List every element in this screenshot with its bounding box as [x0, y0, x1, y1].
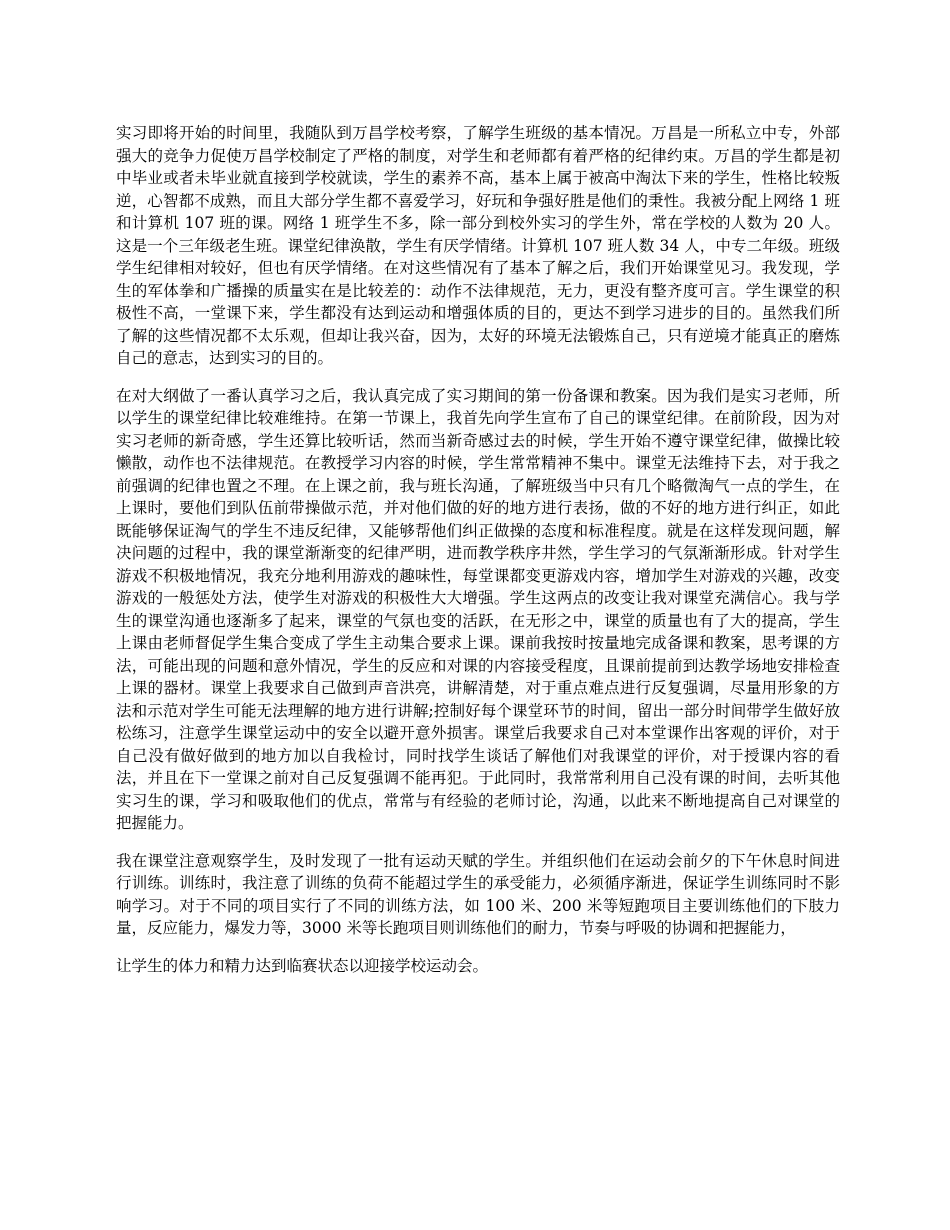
paragraph-2: 在对大纲做了一番认真学习之后，我认真完成了实习期间的第一份备课和教案。因为我们是实习老师，所以学生的课堂纪律比较难维持。在第一节课上，我首先向学生宣布了自己的课堂纪律。在前阶段，因为对实习老师的新奇感，学生还算比较听话，然而当新奇感过去的时候，学生开始不遵守课堂纪律，做操比较懒散，动作也不法律规范。在教授学习内容的时候，学生常常精神不集中。课堂无法维持下去，对于我之前强调的纪律也置之不理。在上课之前，我与班长沟通，了解班级当中只有几个略微淘气一点的学生，在上课时，要他们到队伍前带操做示范，并对他们做的好的地方进行表扬，做的不好的地方进行纠正，如此既能够保证淘气的学生不违反纪律，又能够帮他们纠正做操的态度和标准程度。就是在这样发现问题，解决问题的过程中，我的课堂渐渐变的纪律严明，进而教学秩序井然，学生学习的气氛渐渐形成。针对学生游戏不积极地情况，我充分地利用游戏的趣味性，每堂课都变更游戏内容，增加学生对游戏的兴趣，改变游戏的一般惩处方法，使学生对游戏的积极性大大增强。学生这两点的改变让我对课堂充满信心。我与学生的课堂沟通也逐渐多了起来，课堂的气氛也变的活跃，在无形之中，课堂的质量也有了大的提高，学生上课由老师督促学生集合变成了学生主动集合要求上课。课前我按时按量地完成备课和教案，思考课的方法，可能出现的问题和意外情况，学生的反应和对课的内容接受程度，且课前提前到达教学场地安排检查上课的器材。课堂上我要求自己做到声音洪亮，讲解清楚，对于重点难点进行反复强调，尽量用形象的方法和示范对学生可能无法理解的地方进行讲解;控制好每个课堂环节的时间，留出一部分时间带学生做好放松练习，注意学生课堂运动中的安全以避开意外损害。课堂后我要求自己对本堂课作出客观的评价，对于自己没有做好做到的地方加以自我检讨，同时找学生谈话了解他们对我课堂的评价，对于授课内容的看法，并且在下一堂课之前对自己反复强调不能再犯。于此同时，我常常利用自己没有课的时间，去听其他实习生的课，学习和吸取他们的优点，常常与有经验的老师讨论，沟通，以此来不断地提高自己对课堂的把握能力。 — [116, 386, 840, 832]
paragraph-4: 让学生的体力和精力达到临赛状态以迎接学校运动会。 — [116, 956, 489, 975]
paragraph-1: 实习即将开始的时间里，我随队到万昌学校考察，了解学生班级的基本情况。万昌是一所私立中专，外部强大的竞争力促使万昌学校制定了严格的制度，对学生和老师都有着严格的纪律约束。万昌的学生都是初中毕业或者未毕业就直接到学校就读，学生的素养不高，基本上属于被高中淘汰下来的学生，性格比较叛逆，心智都不成熟，而且大部分学生都不喜爱学习，好玩和争强好胜是他们的秉性。我被分配上网络 1 班和计算机 107 班的课。网络 1 班学生不多，除一部分到校外实习的学生外，常在学校的人数为 20 人。这是一个三年级老生班。课堂纪律涣散，学生有厌学情绪。计算机 107 班人数 34 人，中专二年级。班级学生纪律相对较好，但也有厌学情绪。在对这些情况有了基本了解之后，我们开始课堂见习。我发现，学生的军体拳和广播操的质量实在是比较差的：动作不法律规范，无力，更没有整齐度可言。学生课堂的积极性不高，一堂课下来，学生都没有达到运动和增强体质的目的，更达不到学习进步的目的。虽然我们所了解的这些情况都不太乐观，但却让我兴奋，因为，太好的环境无法锻炼自己，只有逆境才能真正的磨炼自己的意志，达到实习的目的。 — [116, 124, 840, 367]
paragraph-3: 我在课堂注意观察学生，及时发现了一批有运动天赋的学生。并组织他们在运动会前夕的下午休息时间进行训练。训练时，我注意了训练的负荷不能超过学生的承受能力，必须循序渐进，保证学生训练同时不影响学习。对于不同的项目实行了不同的训练方法，如 100 米、200 米等短跑项目主要训练他们的下肢力量，反应能力，爆发力等，3000 米等长跑项目则训练他们的耐力，节奏与呼吸的协调和把握能力， — [116, 851, 840, 937]
document-body — [116, 122, 840, 992]
